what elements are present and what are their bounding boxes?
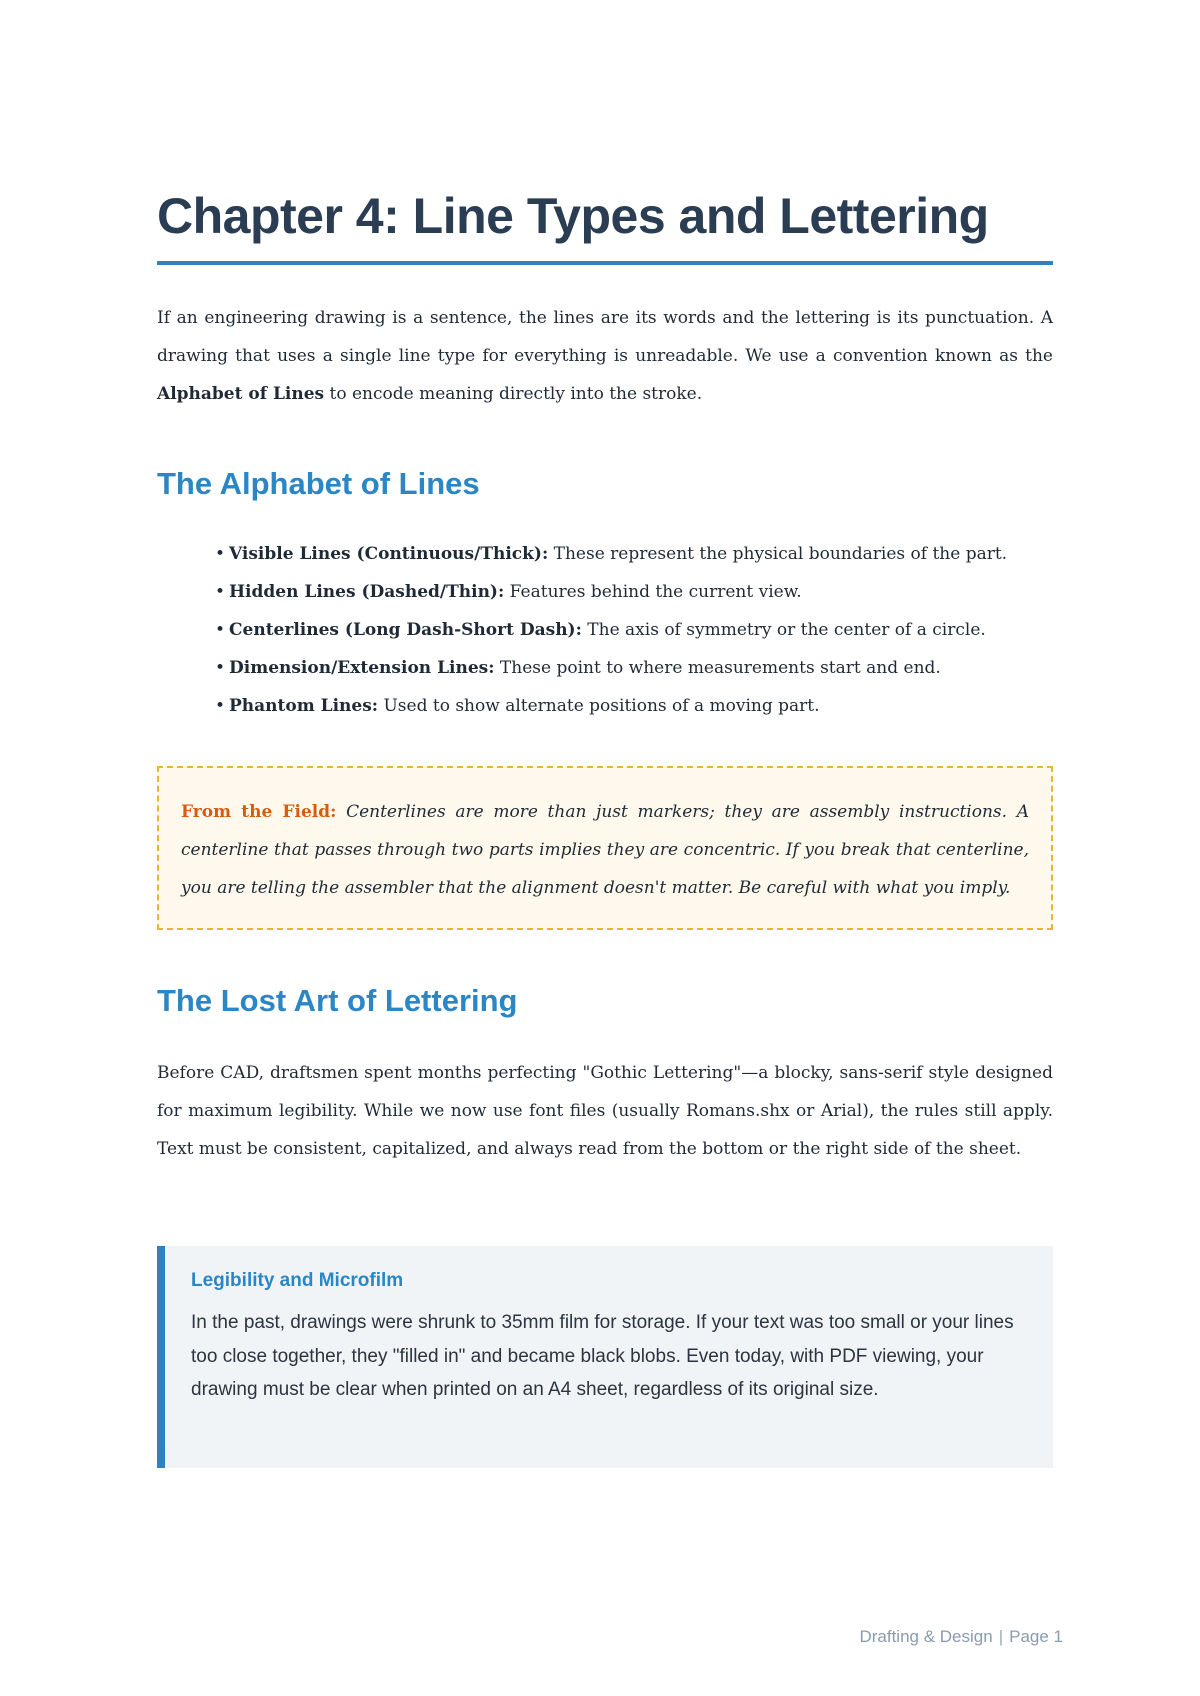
bullet-icon: • [215,620,226,640]
list-item-term: Hidden Lines (Dashed/Thin): [229,582,505,602]
field-note-box [157,766,1053,930]
list-item-desc: These represent the physical boundaries of the part. [548,544,1008,564]
bullet-icon: • [215,582,226,602]
bullet-icon: • [215,658,226,678]
list-item-term: Dimension/Extension Lines: [229,658,495,678]
callout-title: Legibility and Microfilm [191,1270,404,1291]
list-item-term: Visible Lines (Continuous/Thick): [229,544,549,564]
list-item-desc: Used to show alternate positions of a moving part. [378,696,820,716]
line-types-list [215,535,1053,725]
chapter-title: Chapter 4: Line Types and Lettering [157,188,989,244]
intro-text-after: to encode meaning directly into the stroke. [324,384,703,404]
section-heading-alphabet: The Alphabet of Lines [157,466,480,501]
lettering-paragraph: Before CAD, draftsmen spent months perfecting "Gothic Lettering"—a blocky, sans-serif style designed for maximum legibility. While we now use font files (usually Romans.shx or Arial), the rules still apply. Text must be consistent, capitalized, and always read from the bottom or the right side of the sheet. [157,1063,1053,1159]
list-item [215,611,1053,649]
footer-book-title: Drafting & Design [859,1627,993,1646]
footer-separator: | [998,1627,1004,1646]
footer-page-number: Page 1 [1009,1627,1063,1646]
page-footer [859,1626,1063,1648]
callout-body: In the past, drawings were shrunk to 35mm film for storage. If your text was too small or your lines too close together, they "filled in" and became black blobs. Even today, with PDF viewing, your drawing must be clear when printed on an A4 sheet, regardless of its original size. [191,1312,1014,1400]
legibility-callout [157,1246,1053,1468]
list-item-desc: The axis of symmetry or the center of a circle. [581,620,986,640]
intro-text-before: If an engineering drawing is a sentence, the lines are its words and the lettering is its punctuation. A drawing that uses a single line type for everything is unreadable. We use a convention known as the [157,308,1053,366]
list-item [215,535,1053,573]
field-note-label: From the Field: [181,802,337,822]
list-item-desc: These point to where measurements start and end. [494,658,941,678]
section-heading-lettering: The Lost Art of Lettering [157,983,518,1018]
bullet-icon: • [215,544,226,564]
bullet-icon: • [215,696,226,716]
list-item-desc: Features behind the current view. [504,582,802,602]
title-underline [157,261,1053,265]
intro-bold-term: Alphabet of Lines [157,384,325,404]
field-note-text [181,793,1029,907]
list-item [215,687,1053,725]
intro-paragraph [157,299,1053,413]
field-note-body: Centerlines are more than just markers; they are assembly instructions. A centerline that passes through two parts implies they are concentric. If you break that centerline, you are telling the assembler that the alignment doesn't matter. Be careful with what you imply. [181,802,1029,898]
list-item-term: Centerlines (Long Dash-Short Dash): [229,620,582,640]
list-item [215,649,1053,687]
list-item-term: Phantom Lines: [229,696,379,716]
list-item [215,573,1053,611]
